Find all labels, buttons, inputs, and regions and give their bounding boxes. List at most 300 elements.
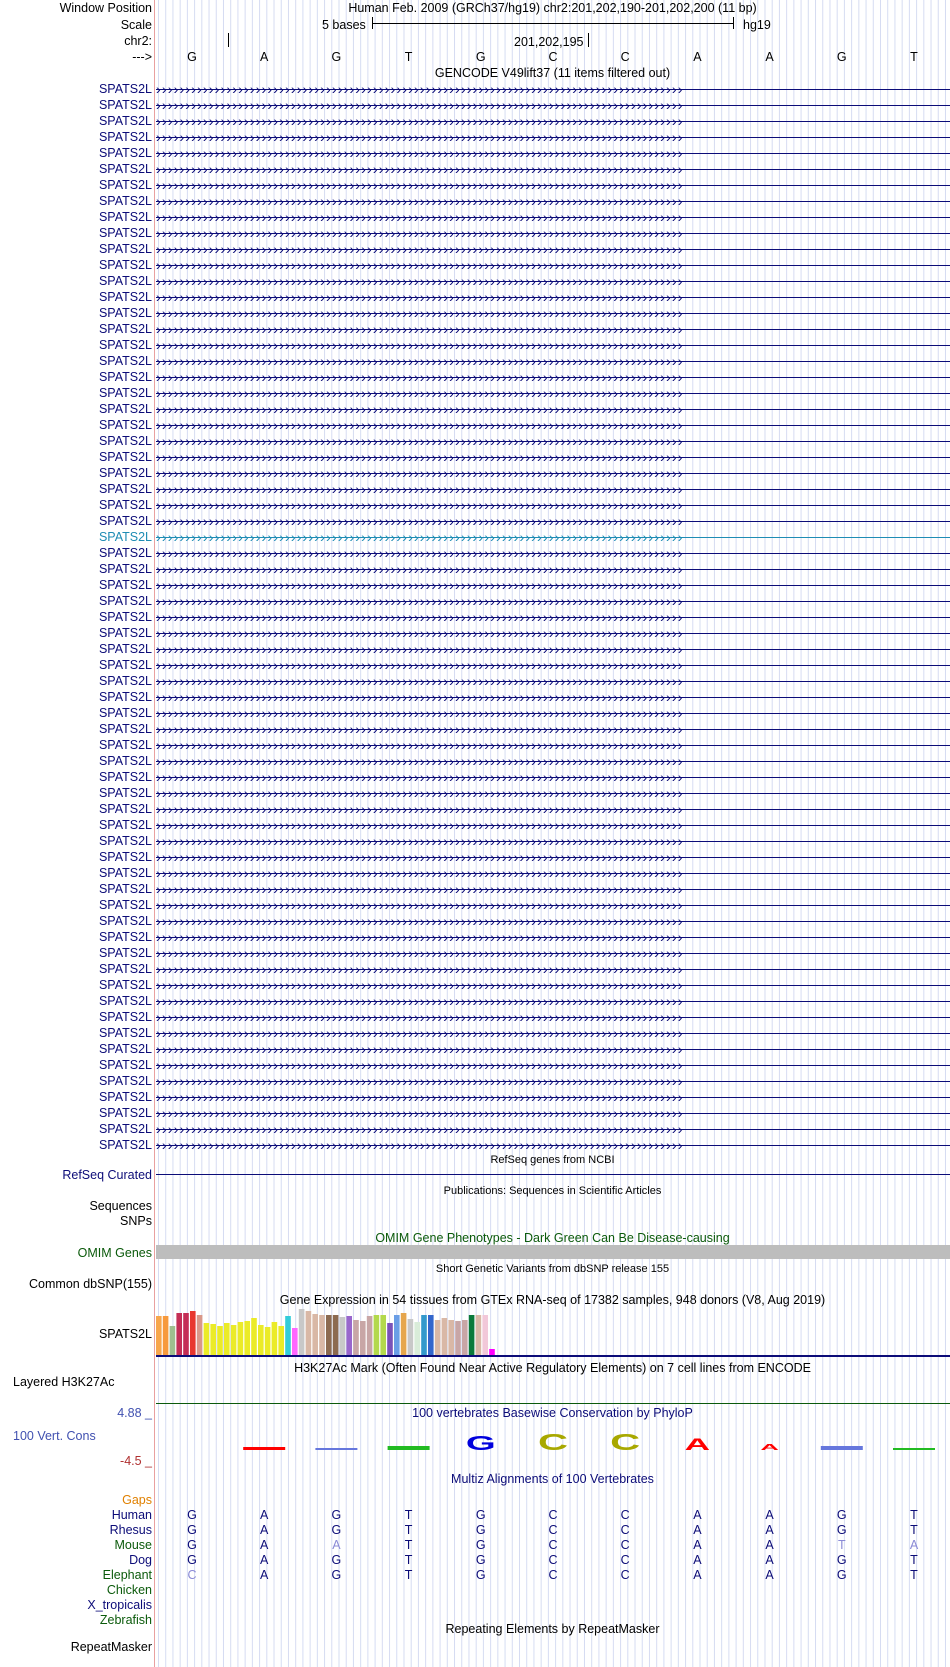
dna-base: A (765, 50, 774, 64)
gencode-gene-label[interactable]: SPATS2L (98, 882, 152, 896)
gencode-gene-label[interactable]: SPATS2L (98, 674, 152, 688)
multiz-base: A (260, 1523, 269, 1537)
conservation-max: 4.88 _ (117, 1406, 152, 1420)
multiz-base: T (910, 1523, 918, 1537)
gtex-tissue-bar[interactable] (408, 1319, 414, 1355)
gencode-transcript-line[interactable]: ›››››››››››››››››››››››››››››››››››››››››››››››››››››››››››››››››››››››››››››››››››››››››› (156, 242, 950, 256)
gtex-tissue-bar[interactable] (326, 1315, 332, 1355)
gtex-tissue-bar[interactable] (346, 1316, 352, 1355)
gencode-gene-label[interactable]: SPATS2L (98, 322, 152, 336)
dna-base: G (836, 50, 847, 64)
gencode-transcript-line[interactable]: ›››››››››››››››››››››››››››››››››››››››››››››››››››››››››››››››››››››››››››››››››››››››››› (156, 626, 950, 640)
dna-base: G (187, 50, 197, 64)
gencode-transcript-line[interactable]: ›››››››››››››››››››››››››››››››››››››››››››››››››››››››››››››››››››››››››››››››››››››››››› (156, 962, 950, 976)
multiz-species-label[interactable]: Chicken (106, 1583, 152, 1597)
gencode-transcript-line[interactable]: ›››››››››››››››››››››››››››››››››››››››››››››››››››››››››››››››››››››››››››››››››››››››››› (156, 834, 950, 848)
gencode-transcript-line[interactable]: ›››››››››››››››››››››››››››››››››››››››››››››››››››››››››››››››››››››››››››››››››››››››››› (156, 1010, 950, 1024)
multiz-base: C (548, 1538, 558, 1552)
refseq-title[interactable]: RefSeq genes from NCBI (490, 1154, 615, 1166)
gencode-gene-label[interactable]: SPATS2L (98, 242, 152, 256)
conservation-letter: C (610, 1429, 641, 1455)
multiz-base: A (765, 1523, 774, 1537)
multiz-base: G (836, 1553, 847, 1567)
gencode-gene-label[interactable]: SPATS2L (98, 850, 152, 864)
chr-label: chr2: (124, 34, 152, 48)
gtex-tissue-bar[interactable] (380, 1315, 386, 1355)
conservation-mark (388, 1446, 430, 1450)
gencode-transcript-line[interactable]: ›››››››››››››››››››››››››››››››››››››››››››››››››››››››››››››››››››››››››››››››››››››››››› (156, 562, 950, 576)
multiz-species-label[interactable]: Human (111, 1508, 152, 1522)
multiz-base: C (620, 1538, 630, 1552)
conservation-mark (243, 1447, 285, 1450)
gencode-transcript-line[interactable]: ›››››››››››››››››››››››››››››››››››››››››››››››››››››››››››››››››››››››››››››››››››››››››› (156, 386, 950, 400)
conservation-min: -4.5 _ (120, 1454, 152, 1468)
scale-text: 5 bases (322, 18, 366, 32)
multiz-base: G (475, 1508, 486, 1522)
gtex-tissue-bar[interactable] (224, 1323, 230, 1355)
gencode-transcript-line[interactable]: ›››››››››››››››››››››››››››››››››››››››››››››››››››››››››››››››››››››››››››››››››››››››››› (156, 546, 950, 560)
gencode-gene-label[interactable]: SPATS2L (98, 114, 152, 128)
multiz-base: A (765, 1553, 774, 1567)
gencode-gene-label[interactable]: SPATS2L (98, 450, 152, 464)
gencode-transcript-line[interactable]: ›››››››››››››››››››››››››››››››››››››››››››››››››››››››››››››››››››››››››››››››››››››››››› (156, 642, 950, 656)
multiz-base: T (910, 1568, 918, 1582)
gencode-gene-label[interactable]: SPATS2L (98, 178, 152, 192)
gencode-transcript-line[interactable]: ›››››››››››››››››››››››››››››››››››››››››››››››››››››››››››››››››››››››››››››››››››››››››› (156, 610, 950, 624)
gencode-gene-label[interactable]: SPATS2L (98, 946, 152, 960)
gencode-transcript-line[interactable]: ›››››››››››››››››››››››››››››››››››››››››››››››››››››››››››››››››››››››››››››››››››››››››› (156, 178, 950, 192)
multiz-base: A (260, 1508, 269, 1522)
gencode-gene-label[interactable]: SPATS2L (98, 898, 152, 912)
gencode-transcript-line[interactable]: ›››››››››››››››››››››››››››››››››››››››››››››››››››››››››››››››››››››››››››››››››››››››››› (156, 690, 950, 704)
multiz-title[interactable]: Multiz Alignments of 100 Vertebrates (451, 1472, 654, 1486)
conservation-letter: A (684, 1434, 711, 1454)
gtex-tissue-bar[interactable] (360, 1321, 366, 1355)
multiz-base: T (404, 1508, 413, 1522)
gencode-transcript-line[interactable]: ›››››››››››››››››››››››››››››››››››››››››››››››››››››››››››››››››››››››››››››››››››››››››› (156, 914, 950, 928)
multiz-species-label[interactable]: Elephant (102, 1568, 152, 1582)
conservation-letter: G (465, 1431, 496, 1455)
gencode-gene-label[interactable]: SPATS2L (98, 1090, 152, 1104)
gencode-gene-label[interactable]: SPATS2L (98, 642, 152, 656)
multiz-base: A (260, 1538, 269, 1552)
gencode-gene-label[interactable]: SPATS2L (98, 82, 152, 96)
gtex-tissue-bar[interactable] (285, 1316, 291, 1355)
multiz-base: T (404, 1553, 413, 1567)
gencode-transcript-line[interactable]: ›››››››››››››››››››››››››››››››››››››››››››››››››››››››››››››››››››››››››››››››››››››››››› (156, 82, 950, 96)
repeatmasker-label[interactable]: RepeatMasker (70, 1640, 152, 1654)
dbsnp-title[interactable]: Short Genetic Variants from dbSNP release 155 (435, 1263, 670, 1275)
multiz-base: G (836, 1508, 847, 1522)
gencode-transcript-line[interactable]: ›››››››››››››››››››››››››››››››››››››››››››››››››››››››››››››››››››››››››››››››››››››››››› (156, 162, 950, 176)
h3k27ac-baseline (156, 1403, 950, 1404)
gtex-tissue-bar[interactable] (217, 1326, 223, 1355)
multiz-base: C (620, 1523, 630, 1537)
multiz-species-label[interactable]: Rhesus (109, 1523, 152, 1537)
gtex-tissue-bar[interactable] (414, 1322, 420, 1355)
gtex-tissue-bar[interactable] (476, 1315, 482, 1355)
ruler-tick-center (588, 33, 589, 47)
gtex-tissue-bar[interactable] (299, 1309, 305, 1355)
gencode-transcript-line[interactable]: ›››››››››››››››››››››››››››››››››››››››››››››››››››››››››››››››››››››››››››››››››››››››››› (156, 946, 950, 960)
multiz-base: A (693, 1523, 702, 1537)
gencode-gene-label[interactable]: SPATS2L (98, 1074, 152, 1088)
gtex-tissue-bar[interactable] (333, 1315, 339, 1355)
gencode-gene-label[interactable]: SPATS2L (98, 1106, 152, 1120)
gtex-tissue-bar[interactable] (272, 1322, 278, 1355)
gencode-gene-label[interactable]: SPATS2L (98, 914, 152, 928)
multiz-base: C (620, 1553, 630, 1567)
conservation-letter: C (537, 1429, 569, 1455)
gencode-gene-label[interactable]: SPATS2L (98, 834, 152, 848)
gtex-tissue-bar[interactable] (462, 1320, 468, 1355)
gencode-transcript-line[interactable]: ›››››››››››››››››››››››››››››››››››››››››››››››››››››››››››››››››››››››››››››››››››››››››› (156, 498, 950, 512)
dna-base: T (404, 50, 413, 64)
multiz-base: A (693, 1553, 702, 1567)
multiz-base: A (693, 1508, 702, 1522)
gencode-transcript-line[interactable]: ›››››››››››››››››››››››››››››››››››››››››››››››››››››››››››››››››››››››››››››››››››››››››› (156, 802, 950, 816)
omim-label[interactable]: OMIM Genes (77, 1246, 152, 1260)
gtex-tissue-bar[interactable] (319, 1315, 325, 1355)
publications-snps-label[interactable]: SNPs (120, 1214, 152, 1228)
gencode-transcript-line[interactable]: ›››››››››››››››››››››››››››››››››››››››››››››››››››››››››››››››››››››››››››››››››››››››››› (156, 402, 950, 416)
gencode-transcript-line[interactable]: ›››››››››››››››››››››››››››››››››››››››››››››››››››››››››››››››››››››››››››››››››››››››››› (156, 1106, 950, 1120)
gencode-gene-label[interactable]: SPATS2L (98, 1138, 152, 1152)
multiz-base: G (331, 1523, 342, 1537)
gencode-gene-label[interactable]: SPATS2L (98, 194, 152, 208)
publications-title[interactable]: Publications: Sequences in Scientific Articles (443, 1185, 662, 1197)
conservation-label[interactable]: 100 Vert. Cons (13, 1429, 96, 1443)
gencode-gene-label[interactable]: SPATS2L (98, 226, 152, 240)
multiz-base: A (332, 1538, 341, 1552)
multiz-base: G (475, 1568, 486, 1582)
gencode-gene-label[interactable]: SPATS2L (98, 562, 152, 576)
gencode-gene-label[interactable]: SPATS2L (98, 706, 152, 720)
gencode-gene-label[interactable]: SPATS2L (98, 370, 152, 384)
multiz-base: A (909, 1538, 919, 1552)
multiz-base: A (765, 1508, 774, 1522)
gencode-transcript-line[interactable]: ›››››››››››››››››››››››››››››››››››››››››››››››››››››››››››››››››››››››››››››››››››››››››› (156, 450, 950, 464)
gencode-transcript-line[interactable]: ›››››››››››››››››››››››››››››››››››››››››››››››››››››››››››››››››››››››››››››››››››››››››› (156, 594, 950, 608)
multiz-base: G (187, 1553, 197, 1567)
gtex-tissue-bar[interactable] (183, 1313, 189, 1355)
gtex-tissue-bar[interactable] (210, 1324, 216, 1355)
gtex-tissue-bar[interactable] (421, 1315, 427, 1355)
gencode-gene-label[interactable]: SPATS2L (98, 274, 152, 288)
gencode-gene-label[interactable]: SPATS2L (98, 162, 152, 176)
omim-title[interactable]: OMIM Gene Phenotypes - Dark Green Can Be Disease-causing (375, 1231, 730, 1245)
assembly-db: hg19 (743, 18, 771, 32)
gencode-gene-label[interactable]: SPATS2L (98, 386, 152, 400)
gencode-gene-label[interactable]: SPATS2L (98, 290, 152, 304)
gencode-gene-label[interactable]: SPATS2L (98, 514, 152, 528)
multiz-base: A (260, 1553, 269, 1567)
gencode-gene-label[interactable]: SPATS2L (98, 754, 152, 768)
gencode-transcript-line[interactable]: ›››››››››››››››››››››››››››››››››››››››››››››››››››››››››››››››››››››››››››››››››››››››››› (156, 466, 950, 480)
gencode-gene-label[interactable]: SPATS2L (98, 130, 152, 144)
multiz-base: C (548, 1523, 558, 1537)
gencode-gene-label[interactable]: SPATS2L (98, 626, 152, 640)
gencode-gene-label[interactable]: SPATS2L (98, 818, 152, 832)
gencode-transcript-line[interactable]: ›››››››››››››››››››››››››››››››››››››››››››››››››››››››››››››››››››››››››››››››››››››››››› (156, 994, 950, 1008)
gencode-gene-label[interactable]: SPATS2L (98, 658, 152, 672)
dna-base: G (331, 50, 342, 64)
multiz-base: C (620, 1508, 630, 1522)
gencode-title[interactable]: GENCODE V49lift37 (11 items filtered out) (434, 66, 671, 80)
scale-bar (372, 17, 734, 31)
multiz-base: T (910, 1508, 918, 1522)
multiz-base: A (693, 1568, 702, 1582)
gtex-tissue-bar[interactable] (469, 1315, 475, 1355)
gtex-title[interactable]: Gene Expression in 54 tissues from GTEx RNA-seq of 17382 samples, 948 donors (V8, Aug 2019) (279, 1293, 826, 1307)
gencode-gene-label[interactable]: SPATS2L (98, 594, 152, 608)
gencode-gene-label[interactable]: SPATS2L (98, 338, 152, 352)
gencode-transcript-line[interactable]: ›››››››››››››››››››››››››››››››››››››››››››››››››››››››››››››››››››››››››››››››››››››››››› (156, 114, 950, 128)
dna-base: A (693, 50, 702, 64)
gencode-transcript-line[interactable]: ›››››››››››››››››››››››››››››››››››››››››››››››››››››››››››››››››››››››››››››››››››››››››› (156, 706, 950, 720)
multiz-base: C (187, 1568, 197, 1582)
multiz-base: G (475, 1523, 486, 1537)
gencode-gene-label[interactable]: SPATS2L (98, 546, 152, 560)
multiz-species-label[interactable]: Dog (129, 1553, 152, 1567)
gencode-gene-label[interactable]: SPATS2L (98, 482, 152, 496)
multiz-species-label[interactable]: Mouse (114, 1538, 152, 1552)
gtex-tissue-bar[interactable] (442, 1318, 448, 1355)
gencode-transcript-line[interactable]: ›››››››››››››››››››››››››››››››››››››››››››››››››››››››››››››››››››››››››››››››››››››››››› (156, 258, 950, 272)
window-position-label: Window Position (59, 1, 152, 15)
multiz-base: C (620, 1568, 630, 1582)
gencode-gene-label[interactable]: SPATS2L (98, 1058, 152, 1072)
gencode-transcript-line[interactable]: ›››››››››››››››››››››››››››››››››››››››››››››››››››››››››››››››››››››››››››››››››››››››››› (156, 898, 950, 912)
gencode-transcript-line[interactable]: ›››››››››››››››››››››››››››››››››››››››››››››››››››››››››››››››››››››››››››››››››››››››››› (156, 370, 950, 384)
gencode-transcript-line[interactable]: ›››››››››››››››››››››››››››››››››››››››››››››››››››››››››››››››››››››››››››››››››››››››››› (156, 482, 950, 496)
gencode-transcript-line[interactable]: ›››››››››››››››››››››››››››››››››››››››››››››››››››››››››››››››››››››››››››››››››››››››››› (156, 514, 950, 528)
publications-sequences-label[interactable]: Sequences (89, 1199, 152, 1213)
gencode-gene-label[interactable]: SPATS2L (98, 466, 152, 480)
gtex-label[interactable]: SPATS2L (98, 1327, 152, 1341)
gtex-tissue-bar[interactable] (156, 1316, 162, 1355)
gencode-gene-label[interactable]: SPATS2L (98, 690, 152, 704)
gtex-tissue-bar[interactable] (401, 1313, 407, 1355)
gencode-gene-label[interactable]: SPATS2L (98, 1026, 152, 1040)
gencode-gene-label[interactable]: SPATS2L (98, 610, 152, 624)
gencode-transcript-line[interactable]: ›››››››››››››››››››››››››››››››››››››››››››››››››››››››››››››››››››››››››››››››››››››››››› (156, 434, 950, 448)
conservation-letter: A (760, 1442, 779, 1453)
gtex-tissue-bar[interactable] (394, 1315, 400, 1355)
gtex-tissue-bar[interactable] (170, 1326, 176, 1355)
gencode-transcript-line[interactable]: ›››››››››››››››››››››››››››››››››››››››››››››››››››››››››››››››››››››››››››››››››››››››››› (156, 818, 950, 832)
gencode-gene-label[interactable]: SPATS2L (98, 1122, 152, 1136)
gencode-transcript-line[interactable]: ›››››››››››››››››››››››››››››››››››››››››››››››››››››››››››››››››››››››››››››››››››››››››› (156, 1122, 950, 1136)
multiz-base: A (693, 1538, 702, 1552)
gencode-transcript-line[interactable]: ›››››››››››››››››››››››››››››››››››››››››››››››››››››››››››››››››››››››››››››››››››››››››› (156, 850, 950, 864)
refseq-gene-line[interactable] (156, 1174, 950, 1175)
gtex-expression-chart[interactable] (156, 1308, 536, 1356)
gencode-gene-label[interactable]: SPATS2L (98, 354, 152, 368)
multiz-base: T (404, 1523, 413, 1537)
multiz-base: G (187, 1538, 197, 1552)
assembly-position-text[interactable]: Human Feb. 2009 (GRCh37/hg19) chr2:201,202,190-201,202,200 (11 bp) (348, 1, 757, 15)
conservation-mark (893, 1448, 935, 1450)
gencode-transcript-line[interactable]: ›››››››››››››››››››››››››››››››››››››››››››››››››››››››››››››››››››››››››››››››››››››››››› (156, 1074, 950, 1088)
gencode-gene-label[interactable]: SPATS2L (98, 866, 152, 880)
multiz-base: C (548, 1568, 558, 1582)
gtex-tissue-bar[interactable] (340, 1317, 346, 1355)
gencode-gene-label[interactable]: SPATS2L (98, 498, 152, 512)
gencode-gene-label[interactable]: SPATS2L (98, 434, 152, 448)
gencode-gene-label[interactable]: SPATS2L (98, 786, 152, 800)
multiz-species-label[interactable]: X_tropicalis (87, 1598, 152, 1612)
gencode-gene-label[interactable]: SPATS2L (98, 738, 152, 752)
multiz-species-label[interactable]: Zebrafish (99, 1613, 152, 1627)
multiz-base: C (548, 1553, 558, 1567)
gencode-gene-label[interactable]: SPATS2L (98, 930, 152, 944)
gencode-gene-label[interactable]: SPATS2L (98, 306, 152, 320)
gencode-transcript-line[interactable]: ›››››››››››››››››››››››››››››››››››››››››››››››››››››››››››››››››››››››››››››››››››››››››› (156, 290, 950, 304)
dna-base: C (548, 50, 558, 64)
gencode-transcript-line[interactable]: ›››››››››››››››››››››››››››››››››››››››››››››››››››››››››››››››››››››››››››››››››››››››››› (156, 1026, 950, 1040)
gencode-transcript-line[interactable]: ›››››››››››››››››››››››››››››››››››››››››››››››››››››››››››››››››››››››››››››››››››››››››› (156, 754, 950, 768)
gencode-transcript-line[interactable]: ›››››››››››››››››››››››››››››››››››››››››››››››››››››››››››››››››››››››››››››››››››››››››› (156, 98, 950, 112)
gencode-gene-label[interactable]: SPATS2L (98, 994, 152, 1008)
gencode-transcript-line[interactable]: ›››››››››››››››››››››››››››››››››››››››››››››››››››››››››››››››››››››››››››››››››››››››››› (156, 882, 950, 896)
gencode-transcript-line[interactable]: ›››››››››››››››››››››››››››››››››››››››››››››››››››››››››››››››››››››››››››››››››››››››››› (156, 578, 950, 592)
gtex-tissue-bar[interactable] (265, 1327, 271, 1355)
gtex-tissue-bar[interactable] (190, 1311, 196, 1355)
multiz-base: C (548, 1508, 558, 1522)
gencode-gene-label[interactable]: SPATS2L (98, 146, 152, 160)
ruler-tick-left (228, 33, 229, 47)
gencode-gene-label[interactable]: SPATS2L (98, 978, 152, 992)
gencode-transcript-line[interactable]: ›››››››››››››››››››››››››››››››››››››››››››››››››››››››››››››››››››››››››››››››››››››››››› (156, 146, 950, 160)
gencode-transcript-line[interactable]: ›››››››››››››››››››››››››››››››››››››››››››››››››››››››››››››››››››››››››››››››››››››››››› (156, 738, 950, 752)
gencode-transcript-line[interactable]: ›››››››››››››››››››››››››››››››››››››››››››››››››››››››››››››››››››››››››››››››››››››››››› (156, 1090, 950, 1104)
gtex-tissue-bar[interactable] (482, 1315, 488, 1355)
multiz-base: G (475, 1538, 486, 1552)
gtex-tissue-bar[interactable] (374, 1315, 380, 1355)
gencode-transcript-line[interactable]: ›››››››››››››››››››››››››››››››››››››››››››››››››››››››››››››››››››››››››››››››››››››››››› (156, 194, 950, 208)
gencode-transcript-line[interactable]: ›››››››››››››››››››››››››››››››››››››››››››››››››››››››››››››››››››››››››››››››››››››››››› (156, 130, 950, 144)
gencode-gene-label[interactable]: SPATS2L (98, 722, 152, 736)
gencode-gene-label[interactable]: SPATS2L (98, 770, 152, 784)
multiz-base: A (260, 1568, 269, 1582)
gencode-transcript-line[interactable]: ›››››››››››››››››››››››››››››››››››››››››››››››››››››››››››››››››››››››››››››››››››››››››› (156, 866, 950, 880)
gencode-transcript-line[interactable]: ›››››››››››››››››››››››››››››››››››››››››››››››››››››››››››››››››››››››››››››››››››››››››› (156, 722, 950, 736)
gtex-tissue-bar[interactable] (258, 1325, 264, 1355)
gencode-transcript-line[interactable]: ›››››››››››››››››››››››››››››››››››››››››››››››››››››››››››››››››››››››››››››››››››››››››› (156, 1042, 950, 1056)
gencode-transcript-line[interactable]: ›››››››››››››››››››››››››››››››››››››››››››››››››››››››››››››››››››››››››››››››››››››››››› (156, 306, 950, 320)
gencode-gene-label[interactable]: SPATS2L (98, 98, 152, 112)
gtex-tissue-bar[interactable] (367, 1316, 373, 1355)
gencode-gene-label[interactable]: SPATS2L (98, 1042, 152, 1056)
gencode-transcript-line[interactable]: ›››››››››››››››››››››››››››››››››››››››››››››››››››››››››››››››››››››››››››››››››››››››››› (156, 674, 950, 688)
gencode-transcript-line[interactable]: ›››››››››››››››››››››››››››››››››››››››››››››››››››››››››››››››››››››››››››››››››››››››››› (156, 530, 950, 544)
h3k27ac-label[interactable]: Layered H3K27Ac (13, 1375, 115, 1389)
gencode-transcript-line[interactable]: ›››››››››››››››››››››››››››››››››››››››››››››››››››››››››››››››››››››››››››››››››››››››››› (156, 786, 950, 800)
gencode-transcript-line[interactable]: ›››››››››››››››››››››››››››››››››››››››››››››››››››››››››››››››››››››››››››››››››››››››››› (156, 418, 950, 432)
conservation-logo[interactable] (156, 1421, 950, 1455)
gtex-baseline (156, 1355, 950, 1357)
multiz-base: G (475, 1553, 486, 1567)
scale-label: Scale (120, 18, 152, 32)
gtex-tissue-bar[interactable] (204, 1323, 210, 1355)
multiz-base: T (404, 1568, 413, 1582)
refseq-label[interactable]: RefSeq Curated (62, 1168, 152, 1182)
gtex-tissue-bar[interactable] (231, 1325, 237, 1355)
gencode-gene-label[interactable]: SPATS2L (98, 418, 152, 432)
gtex-tissue-bar[interactable] (244, 1321, 250, 1355)
gencode-gene-label[interactable]: SPATS2L (98, 258, 152, 272)
gencode-transcript-line[interactable]: ›››››››››››››››››››››››››››››››››››››››››››››››››››››››››››››››››››››››››››››››››››››››››› (156, 1138, 950, 1152)
multiz-base: A (765, 1538, 774, 1552)
conservation-title[interactable]: 100 vertebrates Basewise Conservation by PhyloP (412, 1406, 693, 1420)
dbsnp-label[interactable]: Common dbSNP(155) (29, 1277, 152, 1291)
gtex-tissue-bar[interactable] (306, 1311, 312, 1355)
gencode-gene-label[interactable]: SPATS2L (98, 578, 152, 592)
gtex-tissue-bar[interactable] (176, 1313, 182, 1355)
omim-feature-bar[interactable] (156, 1245, 950, 1259)
gtex-tissue-bar[interactable] (435, 1320, 441, 1355)
gencode-transcript-line[interactable]: ›››››››››››››››››››››››››››››››››››››››››››››››››››››››››››››››››››››››››››››››››››››››››› (156, 338, 950, 352)
gencode-transcript-line[interactable]: ›››››››››››››››››››››››››››››››››››››››››››››››››››››››››››››››››››››››››››››››››››››››››› (156, 658, 950, 672)
gencode-transcript-line[interactable]: ›››››››››››››››››››››››››››››››››››››››››››››››››››››››››››››››››››››››››››››››››››››››››› (156, 978, 950, 992)
gtex-tissue-bar[interactable] (312, 1314, 318, 1355)
gencode-transcript-line[interactable]: ›››››››››››››››››››››››››››››››››››››››››››››››››››››››››››››››››››››››››››››››››››››››››› (156, 354, 950, 368)
gencode-gene-label[interactable]: SPATS2L (98, 402, 152, 416)
gencode-transcript-line[interactable]: ›››››››››››››››››››››››››››››››››››››››››››››››››››››››››››››››››››››››››››››››››››››››››› (156, 274, 950, 288)
gencode-transcript-line[interactable]: ›››››››››››››››››››››››››››››››››››››››››››››››››››››››››››››››››››››››››››››››››››››››››› (156, 210, 950, 224)
multiz-base: G (331, 1568, 342, 1582)
conservation-mark (315, 1448, 357, 1450)
gtex-tissue-bar[interactable] (278, 1326, 284, 1355)
gtex-tissue-bar[interactable] (353, 1320, 359, 1355)
gencode-gene-label[interactable]: SPATS2L (98, 802, 152, 816)
gtex-tissue-bar[interactable] (292, 1328, 298, 1355)
multiz-species-label[interactable]: Gaps (122, 1493, 152, 1507)
repeatmasker-title[interactable]: Repeating Elements by RepeatMasker (445, 1622, 660, 1636)
multiz-base: G (331, 1553, 342, 1567)
h3k27ac-title[interactable]: H3K27Ac Mark (Often Found Near Active Regulatory Elements) on 7 cell lines from ENCODE (294, 1361, 811, 1375)
gencode-transcript-line[interactable]: ›››››››››››››››››››››››››››››››››››››››››››››››››››››››››››››››››››››››››››››››››››››››››› (156, 322, 950, 336)
strand-label: ---> (132, 50, 152, 64)
gencode-transcript-line[interactable]: ›››››››››››››››››››››››››››››››››››››››››››››››››››››››››››››››››››››››››››››››››››››››››› (156, 930, 950, 944)
gtex-tissue-bar[interactable] (197, 1315, 203, 1355)
gencode-transcript-line[interactable]: ›››››››››››››››››››››››››››››››››››››››››››››››››››››››››››››››››››››››››››››››››››››››››› (156, 226, 950, 240)
multiz-base: G (331, 1508, 342, 1522)
gtex-tissue-bar[interactable] (448, 1320, 454, 1355)
gencode-gene-label[interactable]: SPATS2L (98, 1010, 152, 1024)
dna-base: T (910, 50, 918, 64)
multiz-base: T (910, 1553, 918, 1567)
gtex-tissue-bar[interactable] (163, 1316, 169, 1355)
gencode-gene-label[interactable]: SPATS2L (98, 530, 152, 544)
ruler-coordinate: 201,202,195 (514, 35, 584, 49)
gtex-tissue-bar[interactable] (387, 1323, 393, 1355)
gencode-transcript-line[interactable]: ›››››››››››››››››››››››››››››››››››››››››››››››››››››››››››››››››››››››››››››››››››››››››› (156, 1058, 950, 1072)
gtex-tissue-bar[interactable] (455, 1321, 461, 1355)
gtex-tissue-bar[interactable] (428, 1315, 434, 1355)
gtex-tissue-bar[interactable] (238, 1322, 244, 1355)
gencode-transcript-line[interactable]: ›››››››››››››››››››››››››››››››››››››››››››››››››››››››››››››››››››››››››››››››››››››››››› (156, 770, 950, 784)
gencode-gene-label[interactable]: SPATS2L (98, 962, 152, 976)
conservation-mark (821, 1446, 863, 1450)
multiz-base: A (765, 1568, 774, 1582)
dna-base: A (260, 50, 269, 64)
multiz-base: T (404, 1538, 413, 1552)
gtex-tissue-bar[interactable] (251, 1318, 257, 1355)
multiz-base: G (187, 1508, 197, 1522)
gencode-gene-label[interactable]: SPATS2L (98, 210, 152, 224)
